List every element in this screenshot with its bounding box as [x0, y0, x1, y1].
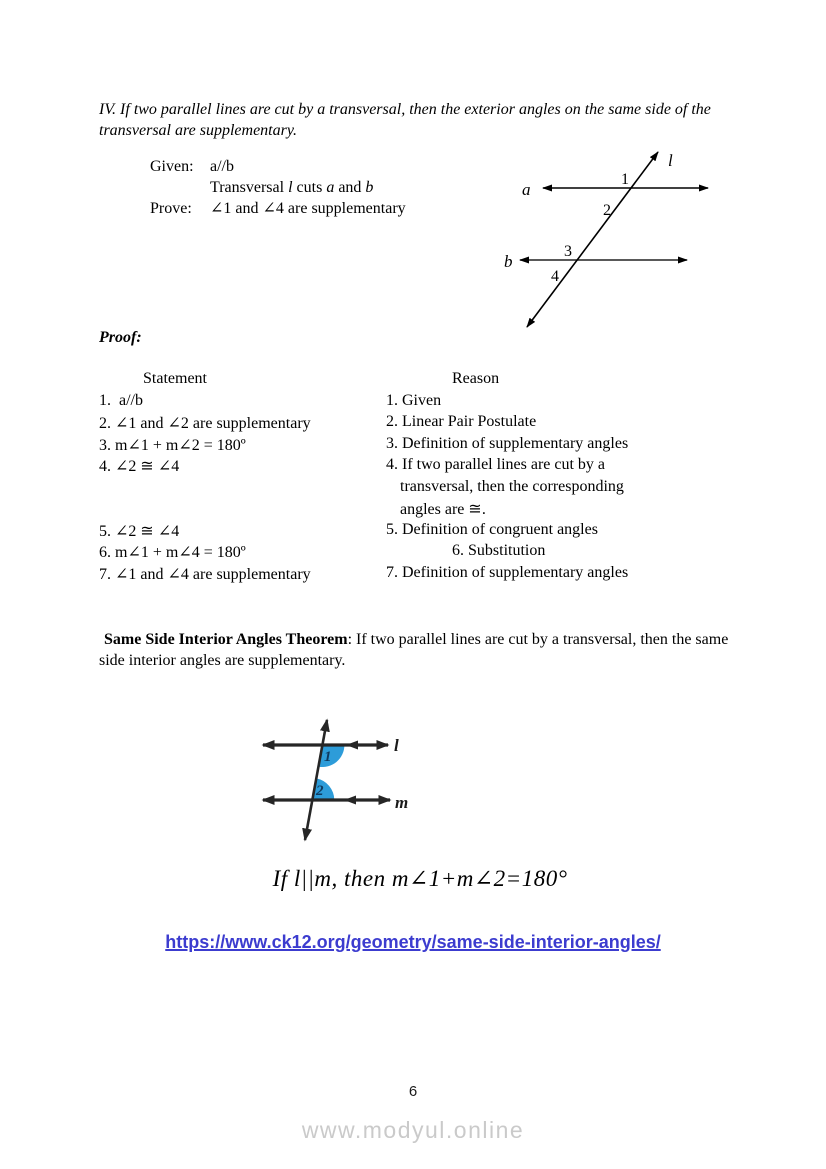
statement-row: 7. ∠1 and ∠4 are supplementary: [99, 565, 311, 583]
line-b-label: b: [504, 252, 513, 271]
statement-row: [99, 478, 384, 500]
prove-row: [150, 198, 406, 219]
line-l-mid-arrowhead: [346, 741, 358, 750]
given-row: [150, 156, 406, 177]
reason-row: 6. Substitution: [452, 542, 546, 559]
transversal-row: [150, 177, 406, 198]
reason-row: 4. If two parallel lines are cut by a: [386, 456, 606, 473]
reason-header: Reason: [452, 370, 500, 387]
line-m-mid-arrowhead: [344, 796, 356, 805]
transversal: [305, 720, 327, 840]
prove-value: ∠1 and ∠4 are supplementary: [210, 200, 406, 217]
watermark: www.modyul.online: [301, 1117, 525, 1143]
supplementary-formula: If l||m, then m∠1+m∠2=180°: [272, 866, 568, 891]
reason-row: 7. Definition of supplementary angles: [386, 563, 629, 581]
line-a-label: a: [522, 180, 531, 199]
transversal-l-label: l: [668, 151, 673, 170]
statement-row: [99, 499, 384, 521]
given-value: a//b: [210, 158, 234, 175]
angle-2-number: 2: [316, 783, 324, 799]
given-label: Given:: [150, 158, 194, 175]
transversal-sentence: Transversal l cuts a and b: [210, 179, 374, 196]
prove-label: Prove:: [150, 200, 192, 217]
statement-row: 3. m∠1 + m∠2 = 180º: [99, 436, 246, 454]
same-side-interior-diagram: [250, 703, 420, 853]
proof-reason-column: [386, 370, 721, 585]
theorem-iv-heading: IV. If two parallel lines are cut by a transversal, then the exterior angles on the same side of the transversal are supplementary.: [99, 101, 711, 139]
ck12-link[interactable]: https://www.ck12.org/geometry/same-side-interior-angles/: [165, 932, 661, 952]
statement-row: 5. ∠2 ≅ ∠4: [99, 522, 180, 540]
reason-row: 5. Definition of congruent angles: [386, 520, 598, 538]
transversal-l: [527, 152, 658, 327]
given-prove-block: [150, 156, 406, 219]
reason-row: 1. Given: [386, 391, 442, 409]
same-side-theorem-body: : If two parallel lines are cut by a transversal, then the same side interior angles are supplementary.: [99, 631, 729, 669]
angle-4-label: 4: [551, 268, 559, 285]
statement-row: 2. ∠1 and ∠2 are supplementary: [99, 415, 311, 432]
angle-3-label: 3: [564, 243, 572, 260]
statement-header: Statement: [143, 370, 207, 387]
reason-row-continuation: angles are ≅.: [400, 501, 486, 518]
link-row: [0, 932, 826, 953]
reason-row-continuation: transversal, then the corresponding: [400, 477, 624, 495]
statement-row: 1. a//b: [99, 391, 143, 409]
page-number: 6: [408, 1083, 418, 1100]
same-side-theorem-paragraph: [99, 629, 731, 671]
statement-row: 6. m∠1 + m∠4 = 180º: [99, 544, 246, 561]
line-m-label: m: [395, 793, 409, 812]
proof-heading: Proof:: [99, 329, 142, 346]
reason-row: 3. Definition of supplementary angles: [386, 434, 629, 452]
angle-2-label: 2: [603, 202, 611, 219]
angle-1-label: 1: [621, 171, 629, 188]
reason-row: 2. Linear Pair Postulate: [386, 413, 537, 430]
parallel-lines-diagram-1: [495, 140, 730, 335]
line-l-label: l: [394, 736, 399, 755]
same-side-theorem-title: Same Side Interior Angles Theorem: [104, 631, 348, 648]
angle-1-number: 1: [324, 749, 332, 765]
proof-statement-column: [99, 370, 384, 585]
statement-row: 4. ∠2 ≅ ∠4: [99, 458, 180, 475]
